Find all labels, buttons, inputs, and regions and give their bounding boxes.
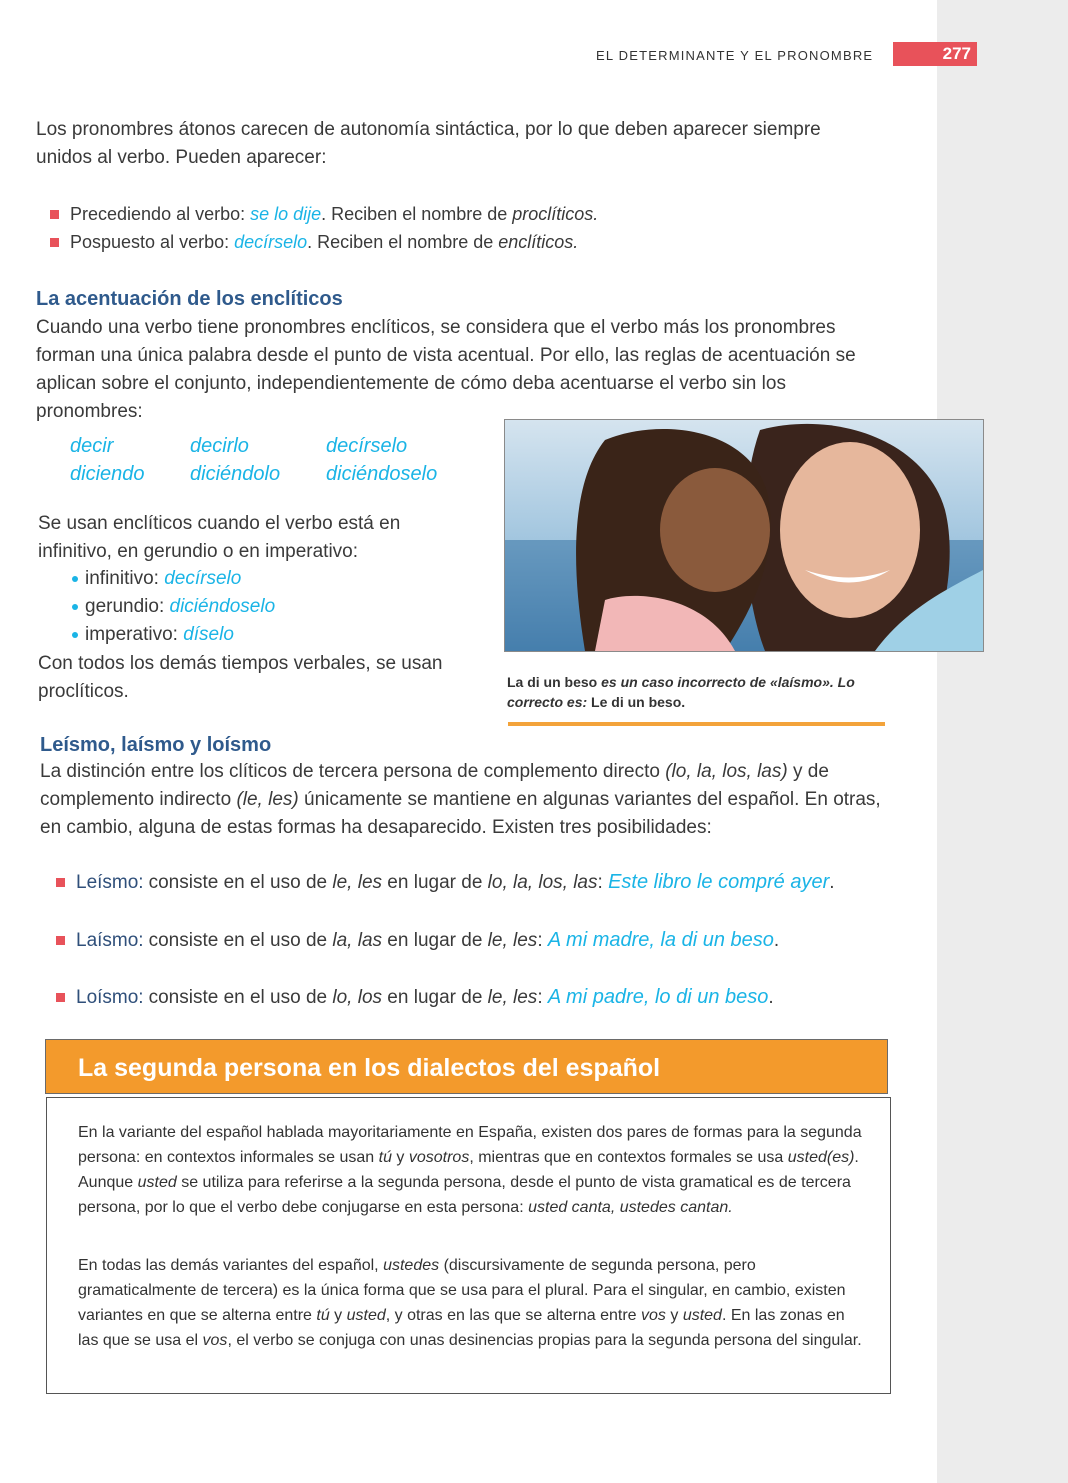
photo-caption: La di un beso es un caso incorrecto de «laísmo». Lo correcto es: Le di un beso.: [507, 674, 855, 710]
dot-bullet-icon: [72, 604, 78, 610]
example-row: decir decirlo decírselo: [70, 435, 408, 457]
others-paragraph: Con todos los demás tiempos verbales, se usan proclíticos.: [38, 653, 443, 702]
example-row: diciendo diciéndolo diciéndoselo: [70, 463, 438, 485]
section-heading-leismo: Leísmo, laísmo y loísmo: [40, 734, 272, 756]
running-header: EL DETERMINANTE Y EL PRONOMBRE: [596, 48, 874, 63]
caption-rule: [508, 722, 885, 726]
accent-paragraph: Cuando una verbo tiene pronombres enclíticos, se considera que el verbo más los pronombres forman una única palabra desde el punto de vista acentual. Por ello, las reglas de acentuación se aplican sobre el conjunto, independientemente de cómo deba acentuarse el verbo sin los pronombres:: [36, 317, 856, 422]
example-text: A mi madre, la di un beso: [547, 929, 774, 951]
list-item: Pospuesto al verbo: decírselo. Reciben el nombre de enclíticos.: [50, 228, 750, 256]
example-text: decírselo: [234, 232, 308, 252]
list-item: Precediendo al verbo: se lo dije. Reciben el nombre de proclíticos.: [50, 200, 750, 228]
list-item: gerundio: diciéndoselo: [72, 593, 275, 621]
photo-kiss: [504, 419, 984, 652]
enclitic-examples: [70, 432, 437, 488]
usage-paragraph: Se usan enclíticos cuando el verbo está en infinitivo, en gerundio o en imperativo:: [38, 513, 401, 562]
list-item: infinitivo: decírselo: [72, 565, 275, 593]
dot-bullet-icon: [72, 576, 78, 582]
box-paragraph-2: En todas las demás variantes del español, ustedes (discursivamente de segunda persona, pero gramaticalmente de tercera) es la única forma que se usa para el plural. Para el singular, en cambio, existen variantes en que se alterna entre tú y usted, y otras en las que se alterna entre vos y usted. En las zonas en las que se usa el vos, el verbo se conjuga con unas desinencias propias para la segunda persona del singular.: [78, 1257, 862, 1349]
box-paragraph-1: En la variante del español hablada mayoritariamente en España, existen dos pares de formas para la segunda persona: en contextos informales se usan tú y vosotros, mientras que en contextos formales se usa usted(es). Aunque usted se utiliza para referirse a la segunda persona, desde el punto de vista gramatical es de tercera persona, por lo que el verbo debe conjugarse en esta persona: usted canta, ustedes cantan.: [78, 1124, 862, 1216]
laismo-item: Laísmo: consiste en el uso de la, las en lugar de le, les: A mi madre, la di un beso.: [56, 926, 779, 955]
box-title: La segunda persona en los dialectos del español: [78, 1054, 661, 1082]
example-text: A mi padre, lo di un beso: [547, 986, 769, 1008]
loismo-item: Loísmo: consiste en el uso de lo, los en lugar de le, les: A mi padre, lo di un beso.: [56, 983, 774, 1012]
square-bullet-icon: [50, 210, 59, 219]
square-bullet-icon: [56, 936, 65, 945]
page-number: 277: [893, 42, 977, 66]
square-bullet-icon: [50, 238, 59, 247]
position-list: [50, 200, 750, 256]
leismo-intro-paragraph: La distinción entre los clíticos de tercera persona de complemento directo (lo, la, los, las) y de complemento indirecto (le, les) únicamente se mantiene en algunas variantes del español. En otras, en cambio, alguna de estas formas ha desaparecido. Existen tres posibilidades:: [40, 761, 881, 838]
intro-paragraph: Los pronombres átonos carecen de autonomía sintáctica, por lo que deben aparecer siempre unidos al verbo. Pueden aparecer:: [36, 119, 821, 168]
section-heading-accent: La acentuación de los enclíticos: [36, 288, 343, 310]
page-margin-strip: [937, 0, 1068, 1483]
square-bullet-icon: [56, 878, 65, 887]
photo-illustration: [505, 420, 983, 651]
example-text: Este libro le compré ayer: [608, 871, 830, 893]
verb-forms-list: [72, 565, 275, 649]
leismo-item: Leísmo: consiste en el uso de le, les en lugar de lo, la, los, las: Este libro le compré ayer.: [56, 868, 835, 897]
square-bullet-icon: [56, 993, 65, 1002]
example-text: se lo dije: [250, 204, 322, 224]
dot-bullet-icon: [72, 632, 78, 638]
list-item: imperativo: díselo: [72, 621, 275, 649]
